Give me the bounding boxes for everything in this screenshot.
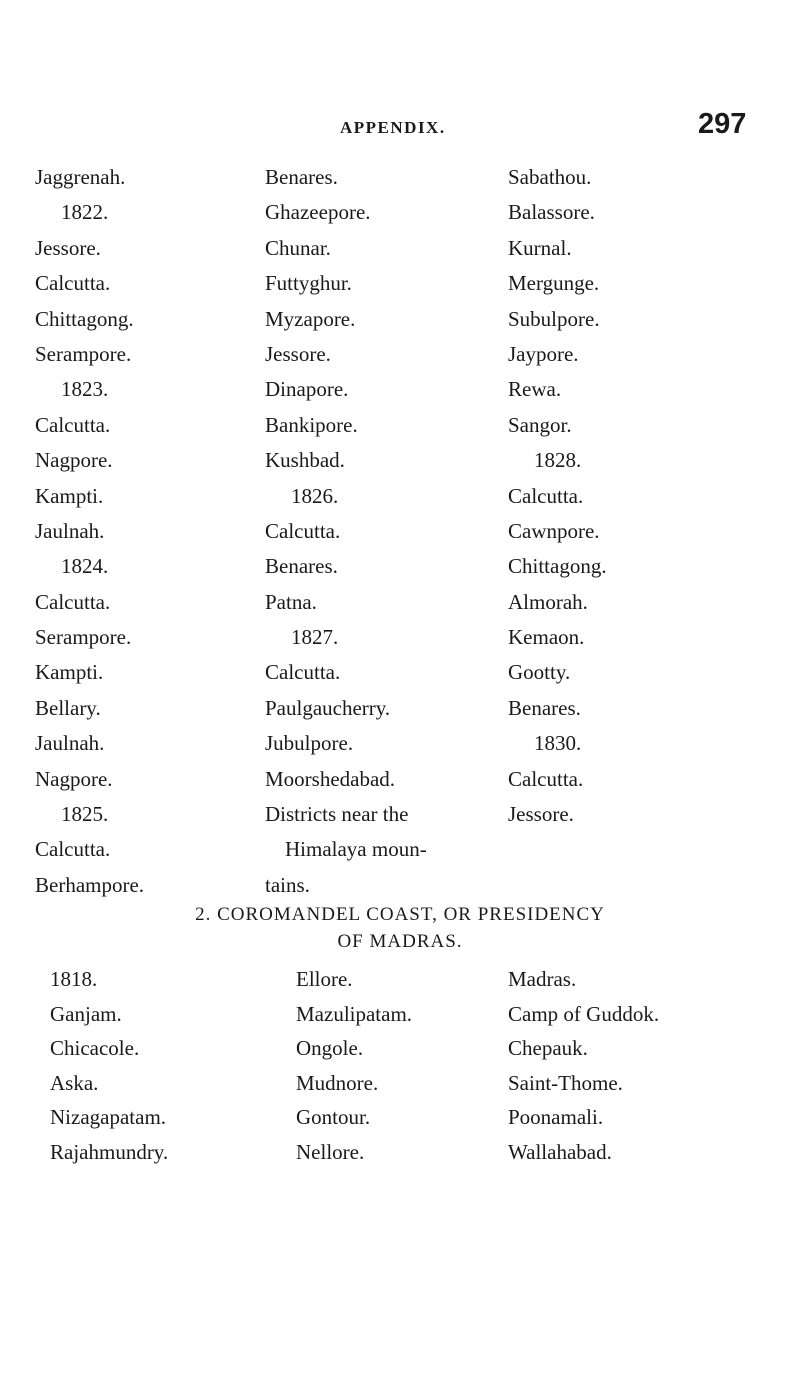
section-heading-continued: OF MADRAS.: [337, 931, 463, 952]
year-item: 1826.: [291, 483, 339, 508]
section2-column-3: [508, 962, 659, 1169]
list-item: Districts near the: [265, 802, 409, 827]
list-item: Benares.: [508, 695, 581, 720]
list-item: Mudnore.: [296, 1070, 379, 1095]
year-item: 1822.: [61, 200, 109, 225]
list-item: Sangor.: [508, 412, 572, 437]
section1-column-1: [35, 160, 144, 903]
year-item: 1827.: [291, 625, 339, 650]
list-item: Madras.: [508, 967, 577, 991]
list-item: Poonamali.: [508, 1105, 604, 1129]
list-item: Benares.: [265, 165, 338, 189]
list-item: Benares.: [265, 554, 338, 579]
list-item: Calcutta.: [35, 271, 111, 296]
list-item: Rewa.: [508, 377, 562, 402]
list-item: Jaulnah.: [35, 731, 105, 756]
running-header: APPENDIX.: [340, 118, 446, 137]
year-item: 1825.: [61, 802, 109, 827]
list-item: Sabathou.: [508, 165, 592, 189]
list-item: Calcutta.: [508, 483, 584, 508]
list-item: Chittagong.: [508, 554, 607, 579]
list-item: Aska.: [50, 1070, 99, 1095]
list-item: Balassore.: [508, 200, 595, 225]
page-number: 297: [698, 108, 747, 140]
list-item: Calcutta.: [35, 837, 111, 862]
list-item: Nagpore.: [35, 766, 113, 791]
list-item: Jaypore.: [508, 341, 579, 366]
section-heading: 2. COROMANDEL COAST, OR PRESIDENCY: [195, 904, 605, 925]
list-item: Futtyghur.: [265, 271, 352, 296]
list-item: Bankipore.: [265, 412, 358, 437]
section2-column-1: [50, 962, 168, 1169]
list-item: Jaulnah.: [35, 518, 105, 543]
list-item: Saint-Thome.: [508, 1070, 623, 1095]
list-item: Kemaon.: [508, 625, 585, 650]
list-item: Serampore.: [35, 341, 132, 366]
list-item: Kushbad.: [265, 448, 345, 473]
list-item: Gontour.: [296, 1105, 371, 1129]
list-item: Ghazeepore.: [265, 200, 371, 225]
section1-column-3: [508, 160, 607, 832]
list-item: Himalaya moun-: [285, 837, 427, 862]
list-item: Mazulipatam.: [296, 1001, 413, 1026]
list-item: Chepauk.: [508, 1036, 588, 1060]
list-item: Calcutta.: [508, 766, 584, 791]
list-item: Myzapore.: [265, 306, 356, 331]
list-item: Camp of Guddok.: [508, 1001, 660, 1026]
list-item: tains.: [265, 872, 310, 897]
list-item: Chittagong.: [35, 306, 134, 331]
year-item: 1823.: [61, 377, 109, 402]
list-item: Calcutta.: [35, 589, 111, 614]
list-item: Jessore.: [35, 235, 101, 260]
list-item: Ganjam.: [50, 1001, 122, 1026]
list-item: Kampti.: [35, 483, 104, 508]
list-item: Serampore.: [35, 625, 132, 650]
list-item: Bellary.: [35, 695, 101, 720]
list-item: Berhampore.: [35, 872, 145, 897]
year-item: 1828.: [534, 448, 582, 473]
section2-column-2: [296, 962, 412, 1169]
list-item: Nizagapatam.: [50, 1105, 167, 1129]
list-item: Mergunge.: [508, 271, 600, 296]
list-item: Nellore.: [296, 1139, 365, 1164]
year-item: 1824.: [61, 554, 109, 579]
list-item: Patna.: [265, 589, 317, 614]
list-item: Moorshedabad.: [265, 766, 396, 791]
list-item: Jaggrenah.: [35, 165, 126, 189]
list-item: Gootty.: [508, 660, 571, 685]
list-item: Nagpore.: [35, 448, 113, 473]
list-item: Subulpore.: [508, 306, 600, 331]
list-item: Almorah.: [508, 589, 588, 614]
list-item: Ellore.: [296, 967, 353, 991]
section1-column-2: [265, 160, 427, 903]
year-item: 1830.: [534, 731, 582, 756]
list-item: Dinapore.: [265, 377, 349, 402]
list-item: Jessore.: [508, 802, 574, 827]
list-item: Kurnal.: [508, 235, 572, 260]
list-item: Calcutta.: [265, 660, 341, 685]
list-item: Jubulpore.: [265, 731, 354, 756]
list-item: Chicacole.: [50, 1036, 140, 1060]
list-item: Cawnpore.: [508, 518, 600, 543]
list-item: Rajahmundry.: [50, 1139, 169, 1164]
list-item: Ongole.: [296, 1036, 364, 1060]
list-item: Wallahabad.: [508, 1139, 612, 1164]
list-item: Kampti.: [35, 660, 104, 685]
list-item: Jessore.: [265, 341, 331, 366]
list-item: 1818.: [50, 967, 98, 991]
list-item: Calcutta.: [35, 412, 111, 437]
list-item: Calcutta.: [265, 518, 341, 543]
list-item: Chunar.: [265, 235, 331, 260]
list-item: Paulgaucherry.: [265, 695, 391, 720]
